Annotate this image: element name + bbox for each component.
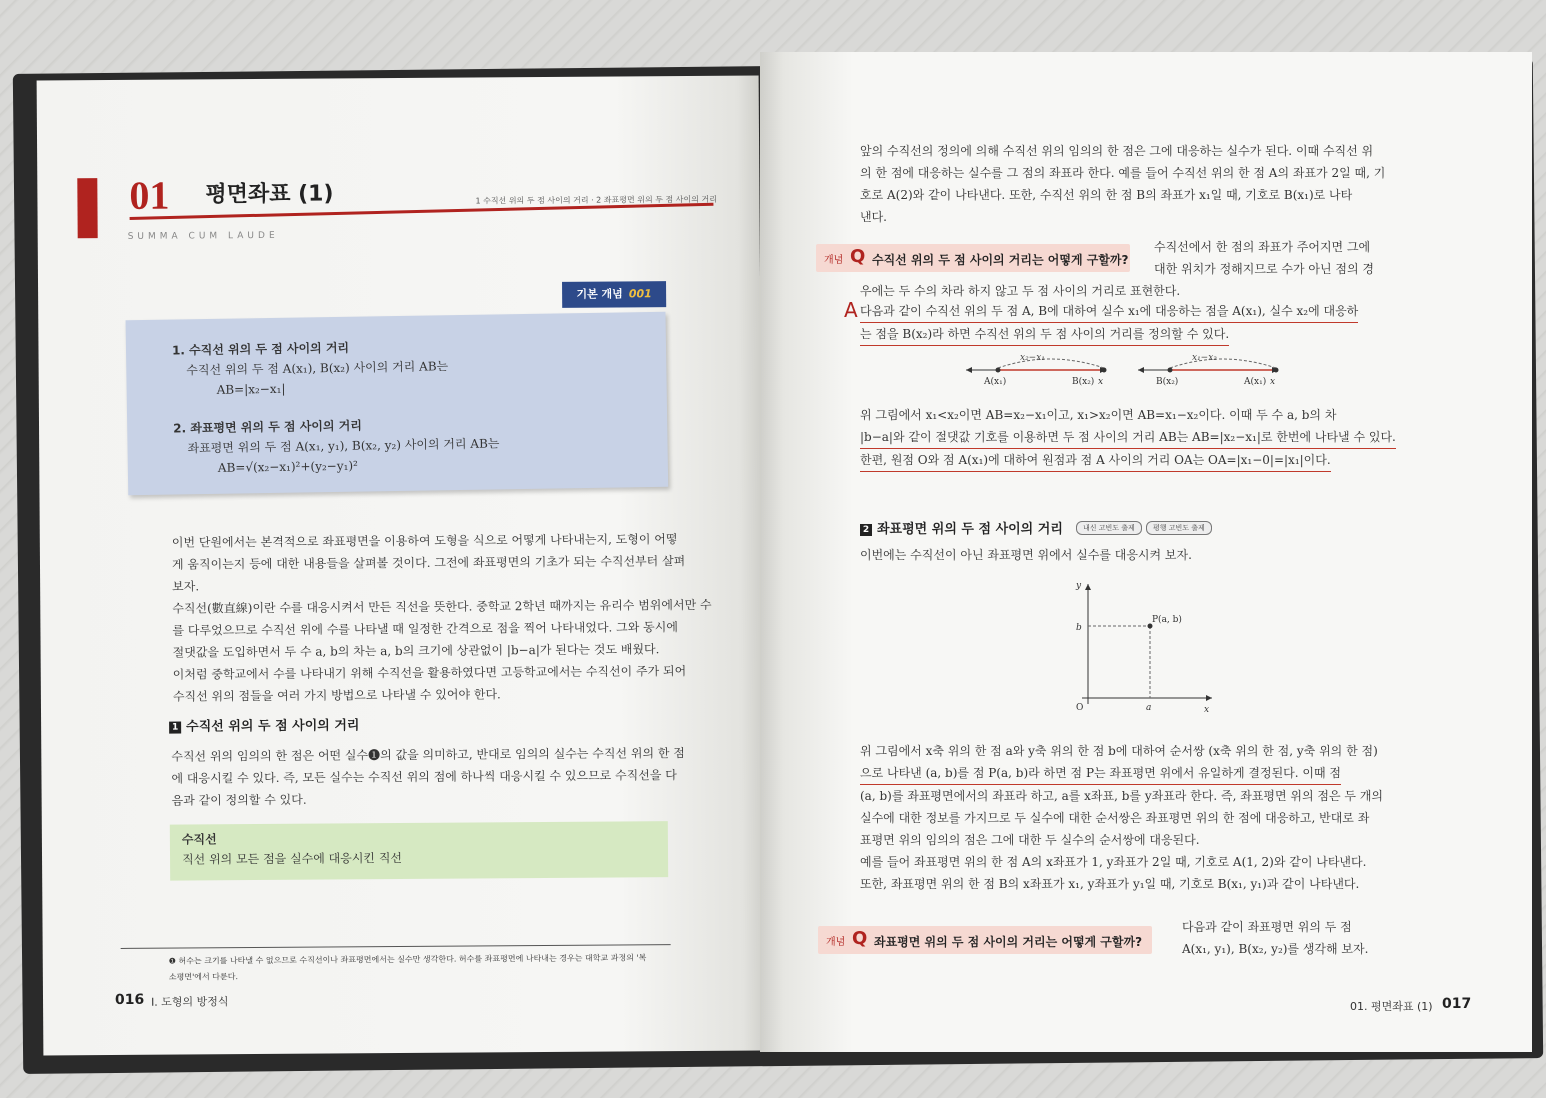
distance-label-2: x₁−x₂ [1192,353,1217,363]
definition-title: 수직선 [181,832,217,847]
section-1-line: 수직선 위의 임의의 한 점은 어떤 실수❶의 값을 의미하고, 반대로 임의의 실수는 수직선 위의 한 점 [171,746,685,764]
paragraph-line: 또한, 좌표평면 위의 한 점 B의 x좌표가 x₁, y좌표가 y₁일 때, 기호로 B(x₁, y₁)과 같이 나타낸다. [860,877,1360,891]
right-paragraph-1 [860,140,1385,228]
intro-line: 보자. [172,579,200,594]
paragraph-line: 으로 나타낸 (a, b)를 점 P(a, b)라 하면 점 P는 좌표평면 위에서 유일하게 결정된다. 이때 점 [860,762,1341,785]
question-mark-q: Q [850,246,866,267]
y-axis-label: y [1076,581,1082,591]
x-axis-arrow-icon [1206,695,1212,701]
section-2-title: 좌표평면 위의 두 점 사이의 거리 [877,522,1063,537]
question-1-side-text [1154,236,1374,280]
concept-question-text: 좌표평면 위의 두 점 사이의 거리는 어떻게 구할까? [874,935,1143,949]
paragraph-line: 낸다. [860,210,887,224]
question-1-continuation: 우에는 두 수의 차라 하지 않고 두 점 사이의 거리로 표현한다. [860,284,1181,298]
section-2-number: 2 [860,524,872,536]
paragraph-line: 표평면 위의 임의의 점은 그에 대한 두 실수의 순서쌍에 대응된다. [860,833,1200,847]
footnote-line-2: 소평면'에서 다룬다. [168,972,239,982]
section-1-line: 에 대응시킬 수 있다. 즉, 모든 실수는 수직선 위의 점에 하나씩 대응시킬 수 있으므로 수직선을 다 [171,768,677,786]
answer-mark: A [844,298,858,322]
x-axis-label: x [1204,705,1210,714]
concept-question-2 [818,926,1152,954]
intro-line: 이번 단원에서는 본격적으로 좌표평면을 이용하여 도형을 식으로 어떻게 나타내는지, 도형이 어떻 [171,532,678,550]
paragraph-line: 한편, 원점 O와 점 A(x₁)에 대하여 원점과 점 A 사이의 거리 OA는 OA=|x₁−0|=|x₁|이다. [860,449,1331,472]
point-b-label: B(x₂) [1072,377,1095,387]
concept-tag-label: 기본 개념 [576,287,623,301]
concept-formula-1: AB=|x₂−x₁| [216,381,286,397]
number-line-diagram [958,348,1298,390]
badge-frequent-2: 평행 고빈도 출제 [1146,521,1212,535]
footnote-divider [121,944,671,949]
chapter-title: 평면좌표 (1) [205,181,334,208]
intro-line: 절댓값을 도입하면서 두 수 a, b의 차는 a, b의 크기에 상관없이 |b−a|가 된다는 것도 배웠다. [172,642,660,660]
distance-label-1: x₂−x₁ [1020,353,1045,363]
definition-text: 직선 위의 모든 점을 실수에 대응시킨 직선 [181,851,403,867]
section-1-paragraph [171,742,685,812]
answer-line: 는 점을 B(x₂)라 하면 수직선 위의 두 점 사이의 거리를 정의할 수 있다. [860,323,1229,346]
right-page [760,52,1532,1052]
tick-a-label: a [1146,703,1152,713]
point-a-label: A(x₁) [984,377,1007,387]
side-text-line: 대한 위치가 정해지므로 수가 아닌 점의 경 [1154,262,1374,276]
left-page [37,75,766,1055]
running-footer-right: 01. 평면좌표 (1) [1350,1000,1433,1013]
concept-summary-box [126,312,669,495]
point-a [1274,368,1279,373]
paragraph-line: 예를 들어 좌표평면 위의 한 점 A의 x좌표가 1, y좌표가 2일 때, 기호로 A(1, 2)와 같이 나타낸다. [860,855,1367,869]
answer-paragraph [860,300,1358,346]
arrow-left-icon [1138,367,1144,373]
series-tagline: SUMMA CUM LAUDE [127,230,279,242]
definition-box [170,821,668,880]
point-b [1168,368,1173,373]
chapter-breadcrumb: 1 수직선 위의 두 점 사이의 거리 · 2 좌표평면 위의 두 점 사이의 거리 [475,194,718,206]
point-b [1102,368,1107,373]
point-a-label: A(x₁) [1244,377,1267,387]
footnote-line-1: ❶ 허수는 크기를 나타낼 수 없으므로 수직선이나 좌표평면에서는 실수만 생각한다. 허수를 좌표평면에 나타내는 경우는 대학교 과정의 '복 [168,953,647,966]
intro-line: 이처럼 중학교에서 수를 나타내기 위해 수직선을 활용하였다면 고등학교에서는 수직선이 주가 되어 [172,664,687,682]
paragraph-line: 위 그림에서 x₁<x₂이면 AB=x₂−x₁이고, x₁>x₂이면 AB=x₁−x₂이다. 이때 두 수 a, b의 차 [860,408,1337,422]
concept-question-label: 개념 [824,255,844,266]
answer-line: 다음과 같이 수직선 위의 두 점 A, B에 대하여 실수 x₁에 대응하는 점을 A(x₁), 실수 x₂에 대응하 [860,300,1358,323]
y-axis-arrow-icon [1085,584,1091,590]
section-2-heading [860,518,1063,537]
origin-label: O [1076,703,1084,713]
paragraph-line: 의 한 점에 대응하는 실수를 그 점의 좌표라 한다. 예를 들어 수직선 위의 한 점 A의 좌표가 2일 때, 기 [860,166,1386,180]
point-a [996,368,1001,373]
concept-tag-number: 001 [628,287,652,301]
concept-question-1 [816,244,1130,272]
distance-arc-1 [998,359,1104,368]
chapter-red-bar [77,178,97,238]
distance-arc-2 [1170,359,1276,368]
intro-paragraph [172,528,712,708]
point-p-label: P(a, b) [1152,615,1182,625]
paragraph-line: 호로 A(2)와 같이 나타낸다. 또한, 수직선 위의 한 점 B의 좌표가 x₁일 때, 기호로 B(x₁)로 나타 [860,188,1353,202]
arrow-left-icon [966,367,972,373]
coordinate-plane-diagram [1062,574,1222,714]
intro-line: 게 움직이는지 등에 대한 내용들을 살펴볼 것이다. 그전에 좌표평면의 기초가 되는 수직선부터 살펴 [171,554,686,572]
chapter-number: 01 [129,172,170,218]
running-footer-left: I. 도형의 방정식 [150,995,229,1009]
badge-frequent-1: 내신 고빈도 출제 [1076,521,1142,535]
concept-heading-1: 1. 수직선 위의 두 점 사이의 거리 [171,340,350,358]
axis-x-label: x [1098,377,1104,387]
section-1-title: 수직선 위의 두 점 사이의 거리 [186,718,360,735]
intro-line: 수직선 위의 점들을 여러 가지 방법으로 나타낼 수 있어야 한다. [172,687,501,704]
section-1-line: 음과 같이 정의할 수 있다. [171,792,307,808]
paragraph-line: |b−a|와 같이 절댓값 기호를 이용하면 두 점 사이의 거리 AB는 AB=|x₂−x₁|로 한번에 나타낼 수 있다. [860,426,1396,449]
concept-question-label: 개념 [826,937,846,948]
intro-line: 를 다루었으므로 수직선 위에 수를 나타낼 때 일정한 간격으로 점을 찍어 나타내었다. 그와 동시에 [172,620,678,638]
section-1-heading [169,714,359,734]
side-text-line: A(x₁, y₁), B(x₂, y₂)를 생각해 보자. [1182,942,1369,956]
page-number-right: 017 [1442,996,1472,1012]
axis-x-label: x [1270,377,1276,387]
page-number-left: 016 [114,991,145,1009]
section-2-intro: 이번에는 수직선이 아닌 좌표평면 위에서 실수를 대응시켜 보자. [860,548,1192,562]
concept-heading-2: 2. 좌표평면 위의 두 점 사이의 거리 [173,418,362,436]
tick-b-label: b [1076,623,1082,633]
section-1-number: 1 [169,721,181,733]
concept-line-2: 좌표평면 위의 두 점 A(x₁, y₁), B(x₂, y₂) 사이의 거리 AB는 [187,436,500,456]
concept-formula-2: AB=√(x₂−x₁)²+(y₂−y₁)² [217,458,358,475]
point-b-label: B(x₂) [1156,377,1179,387]
question-2-side-text [1182,916,1368,960]
right-paragraph-3 [860,740,1383,895]
paragraph-line: 실수에 대한 정보를 가지므로 두 실수에 대한 순서쌍은 좌표평면 위의 한 점에 대응하고, 반대로 좌 [860,811,1370,825]
concept-line-1: 수직선 위의 두 점 A(x₁), B(x₂) 사이의 거리 AB는 [186,359,449,378]
paragraph-line: (a, b)를 좌표평면에서의 좌표라 하고, a를 x좌표, b를 y좌표라 한다. 즉, 좌표평면 위의 점은 두 개의 [860,789,1384,803]
question-mark-q: Q [852,928,868,949]
right-paragraph-2 [860,404,1532,472]
basic-concept-tag [562,281,666,308]
intro-line: 수직선(數直線)이란 수를 대응시켜서 만든 직선을 뜻한다. 중학교 2학년 때까지는 유리수 범위에서만 수 [172,597,712,616]
paragraph-line: 앞의 수직선의 정의에 의해 수직선 위의 임의의 한 점은 그에 대응하는 실수가 된다. 이때 수직선 위 [860,144,1374,158]
side-text-line: 다음과 같이 좌표평면 위의 두 점 [1182,920,1352,934]
paragraph-line: 위 그림에서 x축 위의 한 점 a와 y축 위의 한 점 b에 대하여 순서쌍 (x축 위의 한 점, y축 위의 한 점) [860,744,1378,758]
concept-question-text: 수직선 위의 두 점 사이의 거리는 어떻게 구할까? [872,253,1129,267]
side-text-line: 수직선에서 한 점의 좌표가 주어지면 그에 [1154,240,1371,254]
